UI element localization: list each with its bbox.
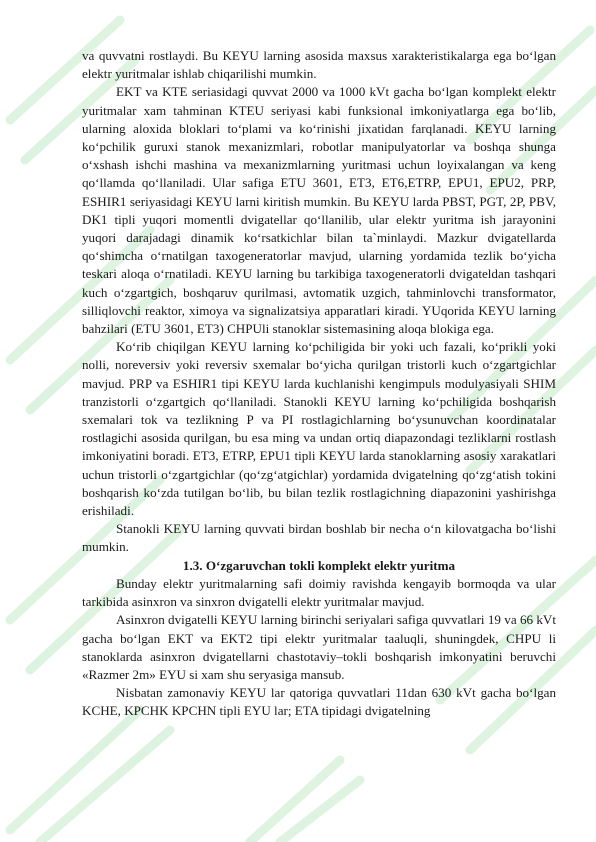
paragraph-3: Ko‘rib chiqilgan KEYU larning ko‘pchiligida bir yoki uch fazali, ko‘prikli yoki nolli, noreversiv yoki reversiv sxemalar bo‘yicha qurilgan tristorli kuch o‘zgartgichlar mavjud. PRP va ESHIR1 tipi KEYU larda kuchlanishi kengimpuls modulyasiyali SHIM tranzistorli o‘zgartgich qo‘llaniladi. Stanokli KEYU larning ko‘pchiligida boshqarish sxemalari tok va tezlikning P va PI rostlagichlarning bo‘ysunuvchan koordinatalar rostlagichi asosida qurilgan, bu esa ming va undan ortiq diapazondagi tezliklarni rostlash imkoniyatini boradi. ET3, ETRP, EPU1 tipli KEYU larda stanoklarning asosiy xarakatlari uchun tristorli o‘zgartgichlar (qo‘zg‘atgichlar) yordamida dvigatelning qo‘zg‘atish tokini boshqarish ko‘zda tutilgan bo‘lib, bu bilan tezlik rostlagichning diapazonini yashirishga erishiladi. <box>82 339 556 519</box>
section-heading: 1.3. O‘zgaruvchan tokli komplekt elektr yuritma <box>182 557 456 573</box>
paragraph-2: EKT va KTE seriasidagi quvvat 2000 va 1000 kVt gacha bo‘lgan komplekt elektr yuritmalar xam tahminan KTEU seriyasi kabi funksional imkoniyatlarga ega bo‘lib, ularning aloxida bloklari to‘plami va ko‘rinishi jixatidan farqlanadi. KEYU larning ko‘pchilik guruxi stanok mexanizmlari, robotlar manipulyatorlar va boshqa shunga o‘xshash ishchi mashina va mexanizmlarning yuritmasi uchun loyixalangan va keng qo‘llamda qo‘llaniladi. Ular safiga ETU 3601, ET3, ET6,ETRP, EPU1, EPU2, PRP, ESHIR1 seriyasidagi KEYU larni kiritish mumkin. Bu KEYU larda PBST, PGT, 2P, PBV, DK1 tipli yuqori momentli dvigatellar qo‘llanilib, ular elektr yuritma ish jarayonini yuqori darajadagi dinamik ko‘rsatkichlar bilan ta`minlaydi. Mazkur dvigatellarda qo‘shimcha o‘rnatilgan taxogeneratorlar mavjud, ularning yordamida tezlik bo‘yicha teskari aloqa o‘rnatiladi. KEYU larning bu tarkibiga taxogeneratorli dvigateldan tashqari kuch o‘zgartgich, boshqaruv qurilmasi, avtomatik uzgich, tahminlovchi transformator, silliqlovchi reaktor, ximoya va signalizatsiya apparatlari kiradi. YUqorida KEYU larning bahzilari (ETU 3601, ET3) CHPUli stanoklar sistemasining aloqa blokiga ega. <box>82 84 556 337</box>
paragraph-5: Bunday elektr yuritmalarning safi doimiy ravishda kengayib bormoqda va ular tarkibida asinxron va sinxron dvigatelli elektr yuritmalar mavjud. <box>82 575 556 610</box>
paragraph-7: Nisbatan zamonaviy KEYU lar qatoriga quvvatlari 11dan 630 kVt gacha bo‘lgan KCHE, KPCHK KPCHN tipli EYU lar; ETA tipidagi dvigatelning <box>82 685 556 719</box>
paragraph-4: Stanokli KEYU larning quvvati birdan boshlab bir necha o‘n kilovatgacha bo‘lishi mumkin. <box>82 521 556 555</box>
paragraph-6: Asinxron dvigatelli KEYU larning birinchi seriyalari safiga quvvatlari 19 va 66 kVt gacha bo‘lgan EKT va EKT2 tipi elektr yuritmalar taaluqli, shuningdek, CHPU li stanoklarda asinxron dvigatellarni chastotaviy–tokli boshqarish imkonyatini beruvchi «Razmer 2m» EYU si xam shu seryasiga mansub. <box>82 612 556 682</box>
document-page <box>82 47 556 721</box>
paragraph-1: va quvvatni rostlaydi. Bu KEYU larning asosida maxsus xarakteristikalarga ega bo‘lgan elektr yuritmalar ishlab chiqarilishi mumkin. <box>82 48 556 82</box>
